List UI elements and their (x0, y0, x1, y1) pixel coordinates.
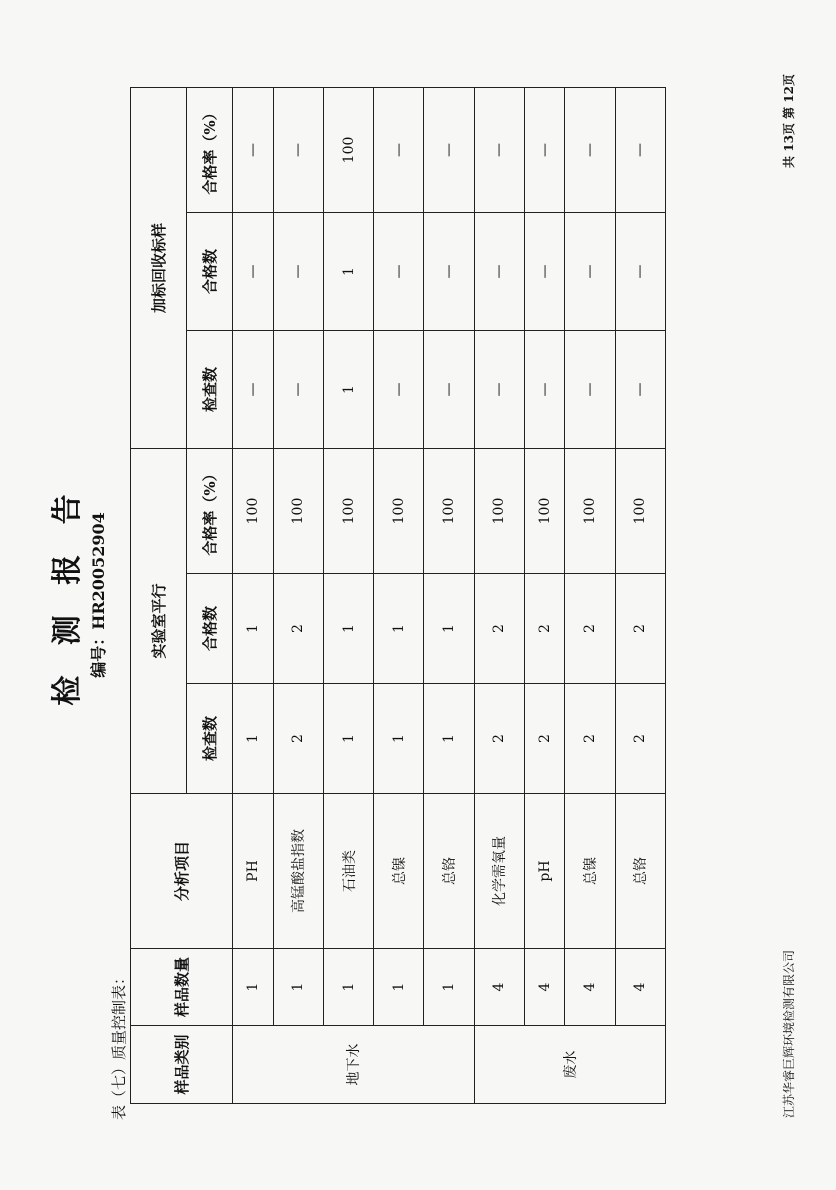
cell-count: 4 (474, 949, 524, 1026)
cell-sr-qualified: — (474, 212, 524, 330)
cell-lp-qualified: 2 (524, 574, 565, 684)
cell-sr-rate: — (524, 87, 565, 212)
cell-count: 4 (565, 949, 615, 1026)
cell-count: 4 (524, 949, 565, 1026)
cell-sr-rate: — (474, 87, 524, 212)
table-row (233, 87, 274, 1103)
cell-count: 1 (424, 949, 474, 1026)
cell-item: 高锰酸盐指数 (273, 794, 323, 949)
cell-item: PH (233, 794, 274, 949)
cell-lp-qualified: 2 (615, 574, 665, 684)
cell-item: 总铬 (424, 794, 474, 949)
cell-lp-checked: 2 (273, 684, 323, 794)
cell-count: 1 (323, 949, 373, 1026)
cell-count: 4 (615, 949, 665, 1026)
cell-lp-rate: 100 (233, 448, 274, 573)
cell-lp-qualified: 1 (374, 574, 424, 684)
cell-item: 总铬 (615, 794, 665, 949)
header-sr-qualified: 合格数 (187, 212, 233, 330)
cell-lp-qualified: 1 (424, 574, 474, 684)
header-sample-count: 样品数量 (131, 949, 233, 1026)
cell-sr-qualified: — (233, 212, 274, 330)
header-lab-parallel: 实验室平行 (131, 448, 187, 793)
cell-lp-rate: 100 (615, 448, 665, 573)
header-sample-type: 样品类别 (131, 1026, 233, 1104)
header-analysis-item: 分析项目 (131, 794, 233, 949)
cell-item: 化学需氧量 (474, 794, 524, 949)
cell-lp-rate: 100 (273, 448, 323, 573)
cell-lp-qualified: 2 (565, 574, 615, 684)
cell-sr-checked: — (374, 330, 424, 448)
group-wastewater: 废水 (474, 1026, 665, 1104)
footer-company: 江苏华睿巨辉环境检测有限公司 (782, 949, 796, 1118)
cell-count: 1 (273, 949, 323, 1026)
cell-sr-checked: — (273, 330, 323, 448)
cell-sr-checked: — (424, 330, 474, 448)
cell-sr-qualified: — (565, 212, 615, 330)
cell-sr-rate: — (273, 87, 323, 212)
cell-lp-rate: 100 (474, 448, 524, 573)
cell-lp-checked: 1 (233, 684, 274, 794)
cell-lp-checked: 2 (524, 684, 565, 794)
header-lp-rate: 合格率（%） (187, 448, 233, 573)
cell-lp-rate: 100 (424, 448, 474, 573)
cell-lp-rate: 100 (565, 448, 615, 573)
footer-page-number: 共 13页 第 12页 (782, 74, 796, 168)
header-sr-checked: 检查数 (187, 330, 233, 448)
cell-item: pH (524, 794, 565, 949)
cell-lp-checked: 2 (615, 684, 665, 794)
cell-count: 1 (374, 949, 424, 1026)
cell-lp-checked: 2 (565, 684, 615, 794)
header-lp-qualified: 合格数 (187, 574, 233, 684)
cell-lp-qualified: 2 (474, 574, 524, 684)
header-sr-rate: 合格率（%） (187, 87, 233, 212)
document-number: 编号：HR20052904 (89, 512, 108, 678)
table-row (565, 87, 615, 1103)
cell-lp-rate: 100 (323, 448, 373, 573)
cell-sr-rate: — (424, 87, 474, 212)
table-caption: 表（七）质量控制表： (110, 969, 128, 1120)
cell-sr-checked: — (233, 330, 274, 448)
quality-control-table (130, 87, 666, 1104)
cell-sr-rate: 100 (323, 87, 373, 212)
table-row (323, 87, 373, 1103)
cell-item: 总镍 (374, 794, 424, 949)
table-row (273, 87, 323, 1103)
header-spiked-recovery: 加标回收标样 (131, 87, 187, 448)
cell-sr-checked: 1 (323, 330, 373, 448)
header-lp-checked: 检查数 (187, 684, 233, 794)
cell-lp-checked: 1 (374, 684, 424, 794)
table-row (374, 87, 424, 1103)
cell-sr-rate: — (615, 87, 665, 212)
cell-sr-qualified: 1 (323, 212, 373, 330)
cell-sr-checked: — (615, 330, 665, 448)
cell-sr-checked: — (565, 330, 615, 448)
cell-lp-rate: 100 (524, 448, 565, 573)
cell-sr-qualified: — (424, 212, 474, 330)
cell-lp-qualified: 1 (323, 574, 373, 684)
cell-sr-rate: — (374, 87, 424, 212)
cell-sr-qualified: — (615, 212, 665, 330)
cell-sr-checked: — (474, 330, 524, 448)
table-row (424, 87, 474, 1103)
cell-sr-qualified: — (524, 212, 565, 330)
cell-lp-checked: 1 (424, 684, 474, 794)
cell-lp-qualified: 1 (233, 574, 274, 684)
cell-lp-checked: 2 (474, 684, 524, 794)
cell-lp-checked: 1 (323, 684, 373, 794)
table-row (615, 87, 665, 1103)
cell-sr-rate: — (233, 87, 274, 212)
cell-sr-qualified: — (374, 212, 424, 330)
cell-sr-checked: — (524, 330, 565, 448)
table-row (524, 87, 565, 1103)
cell-lp-qualified: 2 (273, 574, 323, 684)
group-groundwater: 地下水 (233, 1026, 475, 1104)
cell-item: 石油类 (323, 794, 373, 949)
report-title: 检 测 报 告 (50, 484, 85, 706)
cell-item: 总镍 (565, 794, 615, 949)
cell-sr-rate: — (565, 87, 615, 212)
cell-lp-rate: 100 (374, 448, 424, 573)
cell-count: 1 (233, 949, 274, 1026)
table-row (474, 87, 524, 1103)
cell-sr-qualified: — (273, 212, 323, 330)
